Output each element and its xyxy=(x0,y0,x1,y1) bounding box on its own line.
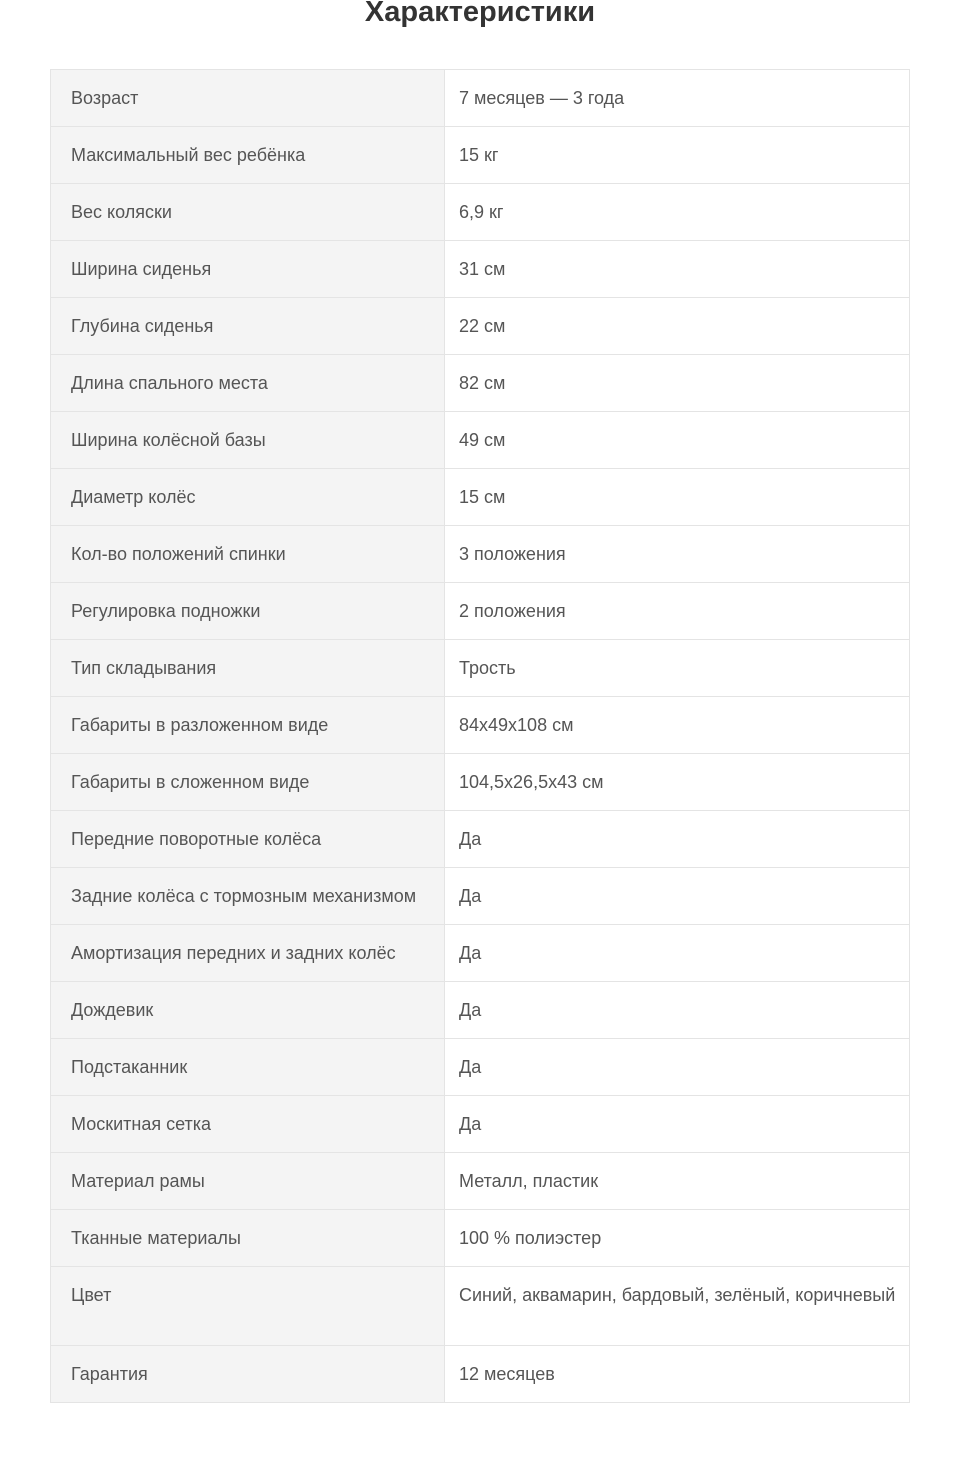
table-row xyxy=(51,697,910,754)
spec-value: Синий, аквамарин, бардовый, зелёный, коричневый xyxy=(445,1267,910,1346)
spec-value: Да xyxy=(445,925,910,982)
spec-value: 15 см xyxy=(445,469,910,526)
spec-label: Тип складывания xyxy=(51,640,445,697)
spec-label: Максимальный вес ребёнка xyxy=(51,127,445,184)
spec-value: 31 см xyxy=(445,241,910,298)
table-row xyxy=(51,469,910,526)
spec-label: Возраст xyxy=(51,70,445,127)
spec-value: 100 % полиэстер xyxy=(445,1210,910,1267)
spec-value: 49 см xyxy=(445,412,910,469)
spec-label: Амортизация передних и задних колёс xyxy=(51,925,445,982)
table-row xyxy=(51,1267,910,1346)
spec-value: 2 положения xyxy=(445,583,910,640)
spec-value: Да xyxy=(445,1039,910,1096)
spec-table xyxy=(50,69,910,1403)
table-row xyxy=(51,412,910,469)
spec-value: 104,5x26,5x43 см xyxy=(445,754,910,811)
table-row xyxy=(51,526,910,583)
table-row xyxy=(51,355,910,412)
spec-label: Москитная сетка xyxy=(51,1096,445,1153)
table-row xyxy=(51,1210,910,1267)
spec-value: 22 см xyxy=(445,298,910,355)
spec-label: Ширина сиденья xyxy=(51,241,445,298)
spec-label: Задние колёса с тормозным механизмом xyxy=(51,868,445,925)
spec-label: Ширина колёсной базы xyxy=(51,412,445,469)
table-row xyxy=(51,925,910,982)
page-title: Характеристики xyxy=(364,0,596,28)
spec-label: Гарантия xyxy=(51,1346,445,1403)
spec-label: Регулировка подножки xyxy=(51,583,445,640)
spec-value: Металл, пластик xyxy=(445,1153,910,1210)
table-row xyxy=(51,241,910,298)
table-row xyxy=(51,1096,910,1153)
spec-label: Подстаканник xyxy=(51,1039,445,1096)
spec-value: 82 см xyxy=(445,355,910,412)
spec-value: 84x49x108 см xyxy=(445,697,910,754)
table-row xyxy=(51,127,910,184)
spec-value: 3 положения xyxy=(445,526,910,583)
table-row xyxy=(51,70,910,127)
spec-value: Трость xyxy=(445,640,910,697)
spec-value: Да xyxy=(445,811,910,868)
table-row xyxy=(51,754,910,811)
table-row xyxy=(51,982,910,1039)
spec-value: 7 месяцев — 3 года xyxy=(445,70,910,127)
spec-label: Габариты в разложенном виде xyxy=(51,697,445,754)
spec-label: Габариты в сложенном виде xyxy=(51,754,445,811)
table-row xyxy=(51,640,910,697)
table-row xyxy=(51,583,910,640)
spec-value: Да xyxy=(445,1096,910,1153)
table-row xyxy=(51,1039,910,1096)
table-row xyxy=(51,811,910,868)
spec-label: Глубина сиденья xyxy=(51,298,445,355)
table-row xyxy=(51,1346,910,1403)
table-row xyxy=(51,868,910,925)
spec-label: Кол-во положений спинки xyxy=(51,526,445,583)
spec-value: Да xyxy=(445,982,910,1039)
table-row xyxy=(51,184,910,241)
spec-label: Тканные материалы xyxy=(51,1210,445,1267)
spec-label: Диаметр колёс xyxy=(51,469,445,526)
spec-label: Цвет xyxy=(51,1267,445,1346)
spec-label: Передние поворотные колёса xyxy=(51,811,445,868)
spec-value: 15 кг xyxy=(445,127,910,184)
spec-label: Материал рамы xyxy=(51,1153,445,1210)
table-row xyxy=(51,298,910,355)
spec-value: 6,9 кг xyxy=(445,184,910,241)
spec-value: 12 месяцев xyxy=(445,1346,910,1403)
table-row xyxy=(51,1153,910,1210)
spec-label: Вес коляски xyxy=(51,184,445,241)
spec-label: Дождевик xyxy=(51,982,445,1039)
spec-label: Длина спального места xyxy=(51,355,445,412)
spec-value: Да xyxy=(445,868,910,925)
